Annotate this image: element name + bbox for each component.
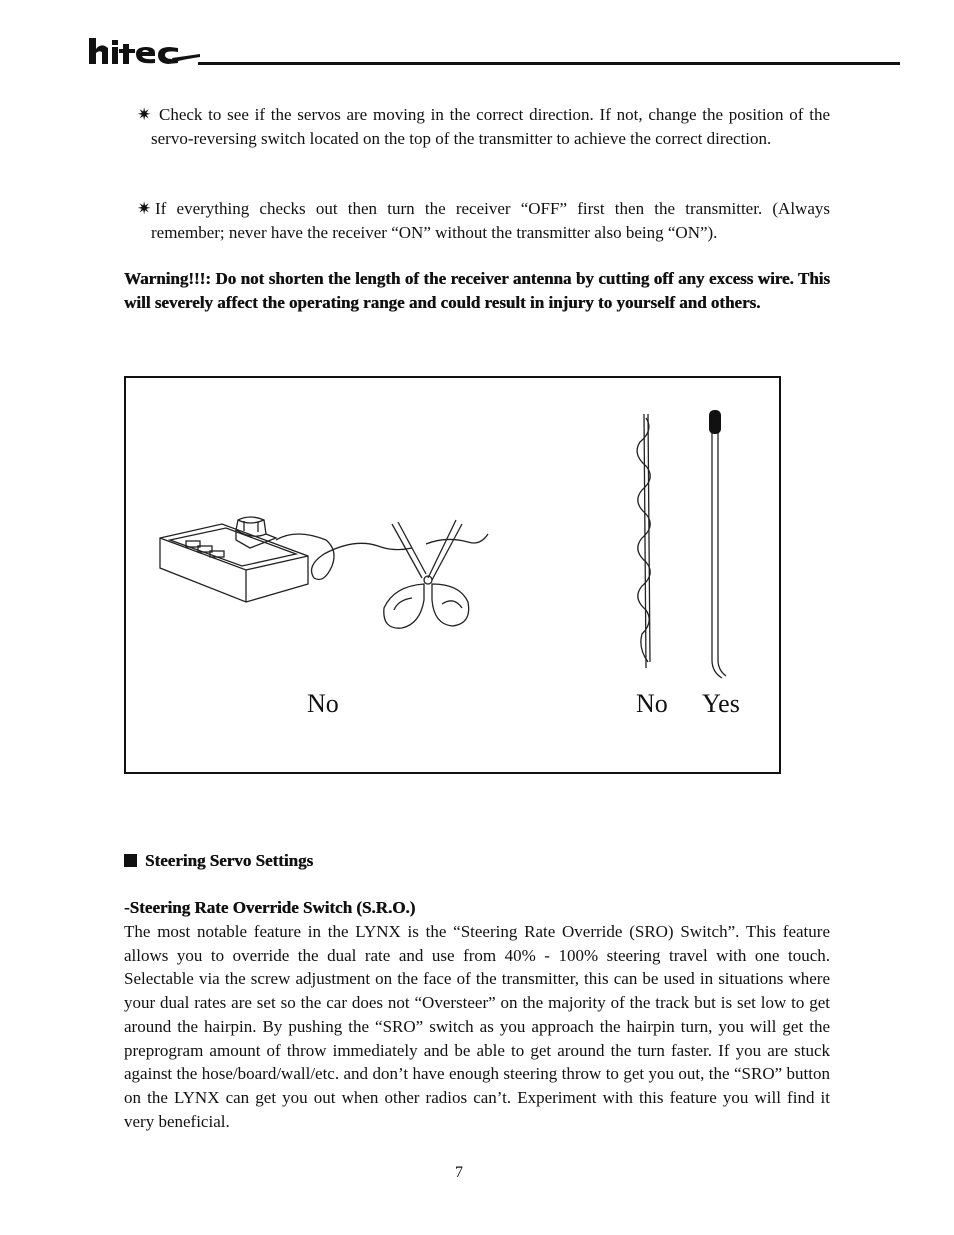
antenna-tip xyxy=(709,410,721,434)
section-title: Steering Servo Settings xyxy=(145,851,314,870)
asterisk-icon: ✷ xyxy=(137,105,152,124)
asterisk-icon: ✷ xyxy=(137,199,152,218)
straight-antenna-drawing xyxy=(712,428,726,678)
page-header xyxy=(88,30,900,70)
scissors-drawing xyxy=(384,520,469,628)
label-no-cut: No xyxy=(307,689,339,718)
bullet-item xyxy=(137,103,830,150)
bullet-text: Check to see if the servos are moving in the correct direction. If not, change the position of the servo-reversing switch located on the top of the transmitter to achieve the correct direction. xyxy=(151,105,830,148)
page-number: 7 xyxy=(455,1164,463,1181)
header-rule xyxy=(198,62,900,65)
antenna-illustration xyxy=(126,378,779,772)
bullet-item xyxy=(137,197,830,244)
section-body: The most notable feature in the LYNX is the “Steering Rate Override (SRO) Switch”. This feature allows you to override the dual rate and use from 40% - 100% steering travel with one touch. Selectable via the screw adjustment on the face of the transmitter, this can be used in situations where your dual rates are set so the car does not “Oversteer” on the majority of the track but is set low to get around the hairpin. By pushing the “SRO” switch as you approach the hairpin turn, you will get the preprogram amount of throw immediately and be able to get around the turn faster. If you are stuck against the hose/board/wall/etc. and don’t have enough steering throw to get you out, the “SRO” button on the LYNX can get you out when other radios can’t. Experiment with this feature you will find it very beneficial. xyxy=(124,922,830,1131)
warning-text: Warning!!!: Do not shorten the length of the receiver antenna by cutting off any excess wire. This will severely affect the operating range and could result in injury to yourself and others. xyxy=(124,269,830,312)
receiver-drawing xyxy=(160,517,308,602)
coiled-antenna-drawing xyxy=(637,414,650,668)
square-bullet-icon xyxy=(124,854,137,867)
subsection-heading: -Steering Rate Override Switch (S.R.O.) xyxy=(124,898,416,917)
antenna-figure xyxy=(124,376,781,774)
section-heading xyxy=(124,849,313,873)
hitec-logo-mark xyxy=(88,32,200,68)
hitec-logo xyxy=(88,32,200,68)
label-no-coiled: No xyxy=(636,689,668,718)
bullet-text: If everything checks out then turn the receiver “OFF” first then the transmitter. (Always remember; never have the receiver “ON” without the transmitter also being “ON”). xyxy=(151,199,830,242)
label-yes-straight: Yes xyxy=(702,689,740,718)
